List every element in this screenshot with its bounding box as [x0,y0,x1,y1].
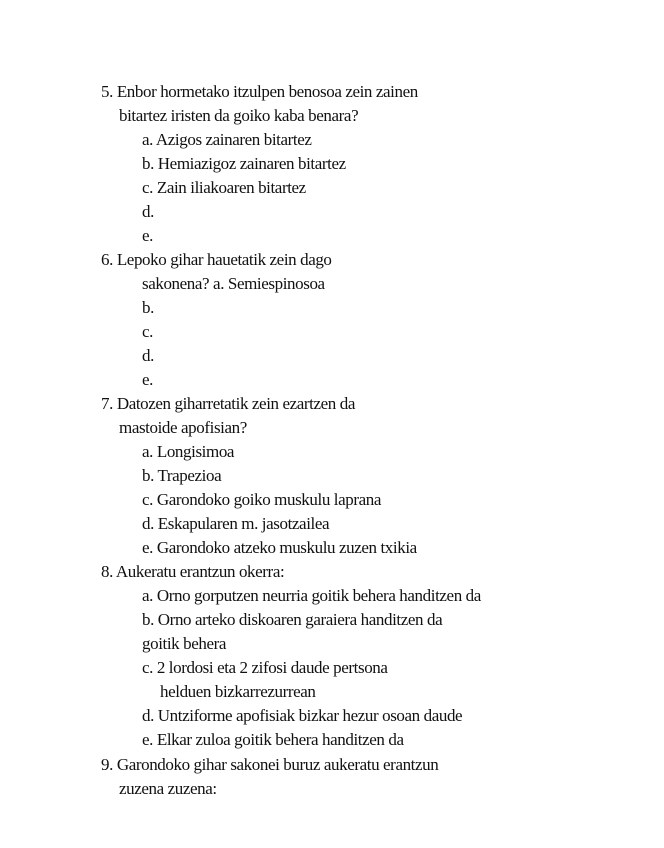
question-6-option-d: d. [142,346,154,365]
question-5-option-e: e. [142,226,153,245]
question-7-option-a: a. Longisimoa [142,442,235,461]
question-7-line-1 [101,394,355,414]
question-9-line-2: zuzena zuzena: [119,779,217,798]
question-8-option-b-continued: goitik behera [142,634,227,653]
question-6-line-2: sakonena? a. Semiespinosoa [142,274,325,293]
question-7-number: 7. [101,394,113,413]
question-8-number: 8. [101,562,113,581]
question-5-option-c: c. Zain iliakoaren bitartez [142,178,306,197]
question-8-option-c: c. 2 lordosi eta 2 zifosi daude pertsona [142,658,388,677]
question-6-option-c: c. [142,322,153,341]
question-9-line-1 [101,755,438,775]
question-5-option-b: b. Hemiazigoz zainaren bitartez [142,154,346,173]
question-8-option-a: a. Orno gorputzen neurria goitik behera handitzen da [142,586,481,605]
question-8-option-d: d. Untziforme apofisiak bizkar hezur osoan daude [142,706,463,725]
question-8-text: Aukeratu erantzun okerra: [115,562,285,581]
question-5-line-1 [101,82,418,102]
question-7-option-c: c. Garondoko goiko muskulu laprana [142,490,381,509]
question-5-option-d: d. [142,202,154,221]
question-7-option-e: e. Garondoko atzeko muskulu zuzen txikia [142,538,417,557]
question-9-text: Garondoko gihar sakonei buruz aukeratu erantzun [116,755,439,774]
question-7-text: Datozen giharretatik zein ezartzen da [116,394,355,413]
question-7-option-b: b. Trapezioa [142,466,222,485]
question-6-text: Lepoko gihar hauetatik zein dago [116,250,332,269]
question-8-option-e: e. Elkar zuloa goitik behera handitzen da [142,730,404,749]
question-8-line-1 [101,562,284,582]
question-5-number: 5. [101,82,113,101]
question-5-line-2: bitartez iristen da goiko kaba benara? [119,106,359,125]
question-7-option-d: d. Eskapularen m. jasotzailea [142,514,330,533]
question-6-number: 6. [101,250,113,269]
question-6-line-1 [101,250,332,270]
question-6-option-e: e. [142,370,153,389]
question-5-option-a: a. Azigos zainaren bitartez [142,130,312,149]
question-9-number: 9. [101,755,113,774]
question-5-text: Enbor hormetako itzulpen benosoa zein zainen [116,82,418,101]
question-8-option-b: b. Orno arteko diskoaren garaiera handitzen da [142,610,443,629]
question-6-option-b: b. [142,298,154,317]
question-8-option-c-continued: helduen bizkarrezurrean [160,682,316,701]
question-7-line-2: mastoide apofisian? [119,418,247,437]
